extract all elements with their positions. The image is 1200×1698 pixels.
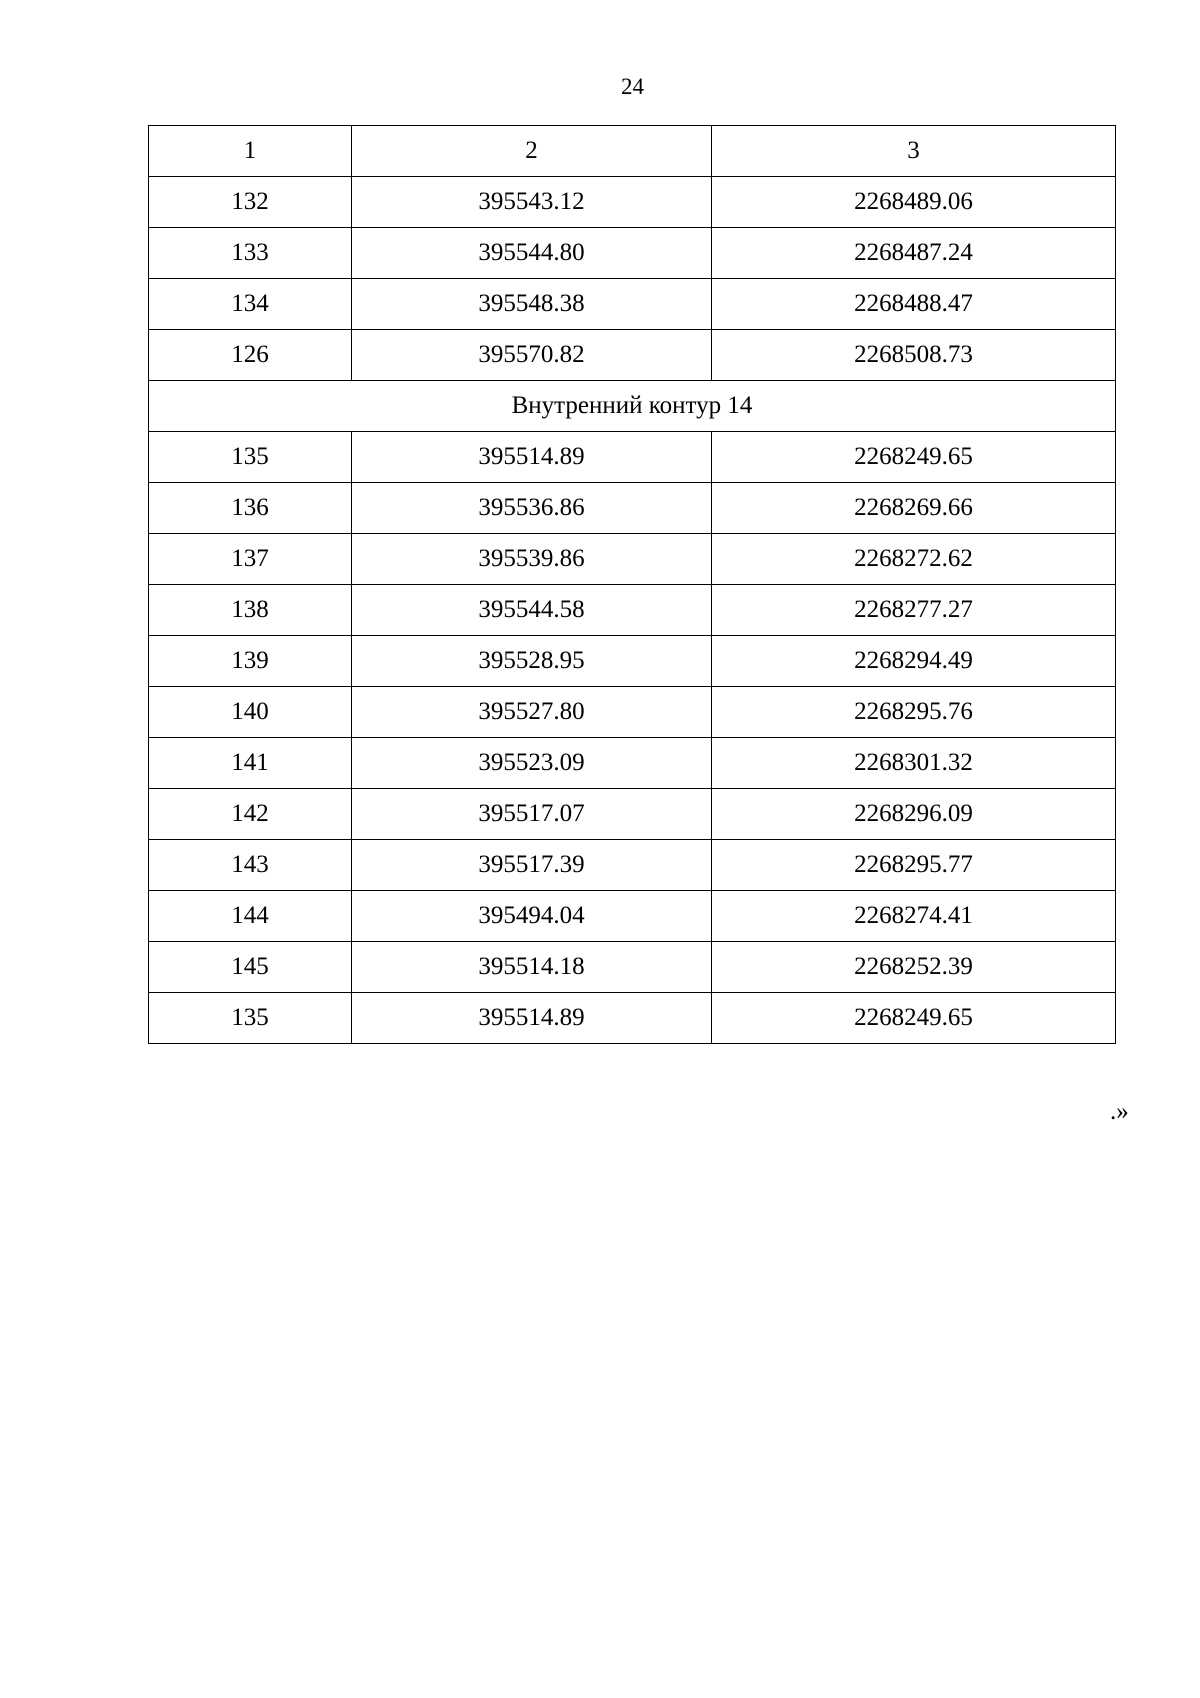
section-row	[149, 381, 1116, 432]
cell-point-number: 145	[149, 942, 352, 993]
cell-y-coordinate: 2268277.27	[712, 585, 1116, 636]
header-cell-x: 2	[352, 126, 712, 177]
table-row	[149, 177, 1116, 228]
cell-y-coordinate: 2268274.41	[712, 891, 1116, 942]
cell-y-coordinate: 2268301.32	[712, 738, 1116, 789]
cell-x-coordinate: 395528.95	[352, 636, 712, 687]
table-row	[149, 279, 1116, 330]
cell-y-coordinate: 2268249.65	[712, 432, 1116, 483]
cell-y-coordinate: 2268508.73	[712, 330, 1116, 381]
cell-x-coordinate: 395514.18	[352, 942, 712, 993]
cell-x-coordinate: 395517.39	[352, 840, 712, 891]
table-row	[149, 993, 1116, 1044]
cell-point-number: 143	[149, 840, 352, 891]
table-row	[149, 789, 1116, 840]
cell-y-coordinate: 2268269.66	[712, 483, 1116, 534]
cell-point-number: 136	[149, 483, 352, 534]
cell-point-number: 135	[149, 432, 352, 483]
cell-y-coordinate: 2268489.06	[712, 177, 1116, 228]
table-row	[149, 636, 1116, 687]
cell-point-number: 142	[149, 789, 352, 840]
cell-y-coordinate: 2268252.39	[712, 942, 1116, 993]
cell-y-coordinate: 2268295.76	[712, 687, 1116, 738]
table-row	[149, 330, 1116, 381]
cell-point-number: 140	[149, 687, 352, 738]
cell-y-coordinate: 2268294.49	[712, 636, 1116, 687]
table-row	[149, 432, 1116, 483]
cell-point-number: 133	[149, 228, 352, 279]
cell-point-number: 139	[149, 636, 352, 687]
cell-point-number: 144	[149, 891, 352, 942]
header-cell-y: 3	[712, 126, 1116, 177]
cell-x-coordinate: 395544.80	[352, 228, 712, 279]
cell-y-coordinate: 2268249.65	[712, 993, 1116, 1044]
table-header-row	[149, 126, 1116, 177]
header-cell-point: 1	[149, 126, 352, 177]
cell-point-number: 135	[149, 993, 352, 1044]
cell-point-number: 134	[149, 279, 352, 330]
cell-x-coordinate: 395517.07	[352, 789, 712, 840]
cell-y-coordinate: 2268296.09	[712, 789, 1116, 840]
cell-point-number: 141	[149, 738, 352, 789]
cell-y-coordinate: 2268272.62	[712, 534, 1116, 585]
closing-quote-mark: .»	[1110, 1098, 1129, 1125]
cell-x-coordinate: 395543.12	[352, 177, 712, 228]
cell-x-coordinate: 395544.58	[352, 585, 712, 636]
table-row	[149, 840, 1116, 891]
cell-x-coordinate: 395548.38	[352, 279, 712, 330]
table-row	[149, 942, 1116, 993]
table-row	[149, 534, 1116, 585]
table-row	[149, 228, 1116, 279]
cell-x-coordinate: 395514.89	[352, 432, 712, 483]
table-row	[149, 585, 1116, 636]
coordinates-table	[148, 125, 1116, 1044]
cell-x-coordinate: 395514.89	[352, 993, 712, 1044]
cell-x-coordinate: 395527.80	[352, 687, 712, 738]
table-row	[149, 738, 1116, 789]
cell-point-number: 132	[149, 177, 352, 228]
cell-y-coordinate: 2268488.47	[712, 279, 1116, 330]
cell-x-coordinate: 395570.82	[352, 330, 712, 381]
cell-point-number: 126	[149, 330, 352, 381]
cell-x-coordinate: 395523.09	[352, 738, 712, 789]
cell-x-coordinate: 395536.86	[352, 483, 712, 534]
cell-x-coordinate: 395494.04	[352, 891, 712, 942]
table-row	[149, 483, 1116, 534]
section-title: Внутренний контур 14	[149, 381, 1116, 432]
cell-y-coordinate: 2268295.77	[712, 840, 1116, 891]
cell-point-number: 138	[149, 585, 352, 636]
table-row	[149, 891, 1116, 942]
page-number: 24	[621, 74, 644, 99]
table-row	[149, 687, 1116, 738]
cell-y-coordinate: 2268487.24	[712, 228, 1116, 279]
cell-point-number: 137	[149, 534, 352, 585]
cell-x-coordinate: 395539.86	[352, 534, 712, 585]
